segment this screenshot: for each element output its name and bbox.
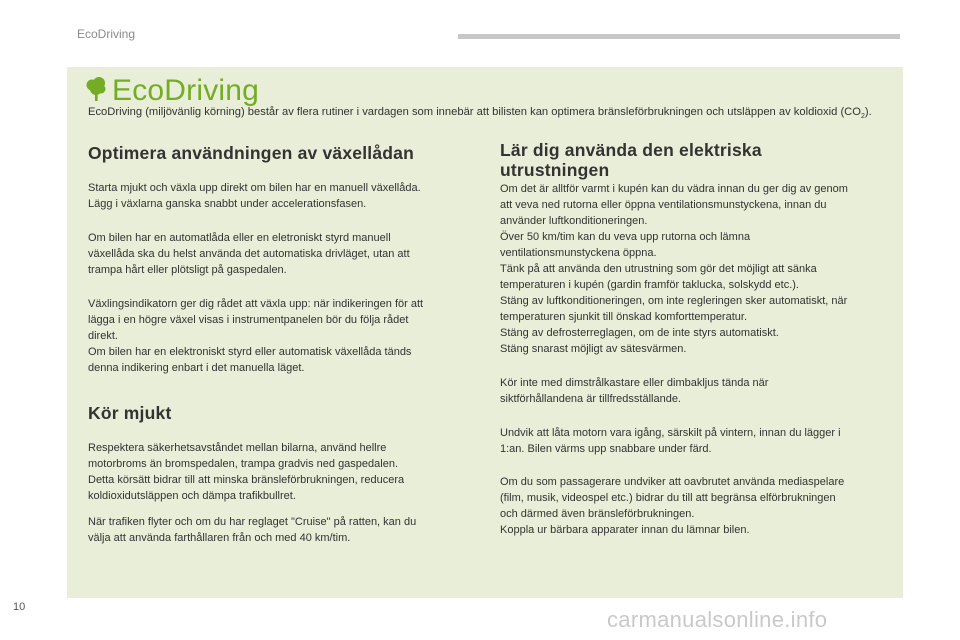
page-number: 10 — [13, 601, 26, 613]
intro-paragraph — [88, 104, 888, 125]
intro-text-end: ). — [864, 106, 872, 118]
gearbox-paragraph-3: Växlingsindikatorn ger dig rådet att växla upp: när indikeringen för att lägga i en högre växel visas i instrumentpanelen bör du följa rådet direkt. Om bilen har en elektroniskt styrd eller automatisk växellåda tänds denna indikering enbart i det manuella läget. — [88, 298, 424, 374]
heading-electrical-line-1: Lär dig använda den elektriska — [500, 140, 762, 160]
running-header: EcoDriving — [77, 27, 136, 41]
electrical-paragraph-4: Om du som passagerare undviker att oavbrutet använda mediaspelare (film, musik, videospel etc.) bidrar du till att begränsa elförbrukningen och därmed även bränsleförbrukningen. Koppla ur bärbara apparater innan du lämnar bilen. — [500, 476, 845, 536]
electrical-paragraph-1: Om det är alltför varmt i kupén kan du vädra innan du ger dig av genom att veva ned rutorna eller öppna ventilationsmunstyckena, innan du använder luftkonditioneringen. Över 50 km/tim kan du veva upp rutorna och lämna ventilationsmunstyckena öppna. Tänk på att använda den utrustning som gör det möjligt att sänka temperaturen i kupén (gardin framför taklucka, solskydd etc.). Stäng av luftkonditioneringen, om inte regleringen sker automatiskt, när temperaturen sjunkit till önskad komforttemperatur. Stäng av defrosterreglagen, om de inte styrs automatiskt. Stäng snarast möjligt av sätesvärmen. — [500, 183, 848, 355]
intro-text: EcoDriving (miljövänlig körning) består av flera rutiner i vardagen som innebär att bilisten kan optimera bränsleförbrukningen och utsläppen av koldioxid (CO — [88, 106, 861, 118]
tree-icon — [85, 76, 107, 102]
heading-smooth-driving: Kör mjukt — [88, 403, 172, 423]
electrical-paragraph-3: Undvik att låta motorn vara igång, särskilt på vintern, innan du lägger i 1:an. Bilen värms upp snabbare under färd. — [500, 427, 841, 455]
smooth-paragraph-2: När trafiken flyter och om du har reglaget "Cruise" på ratten, kan du välja att använda farthållaren från och med 40 km/tim. — [88, 516, 417, 544]
watermark: carmanualsonline.info — [607, 607, 828, 632]
smooth-paragraph-1: Respektera säkerhetsavståndet mellan bilarna, använd hellre motorbroms än bromspedalen, trampa gradvis ned gaspedalen. Detta körsätt bidrar till att minska bränsleförbrukningen, reducera koldioxidutsläppen och dämpa trafikbullret. — [88, 442, 405, 502]
header-rule — [458, 34, 900, 39]
electrical-paragraph-2: Kör inte med dimstrålkastare eller dimbakljus tända när siktförhållandena är tillfredsställande. — [500, 377, 769, 405]
gearbox-paragraph-2: Om bilen har en automatlåda eller en eletroniskt styrd manuell växellåda ska du helst använda det automatiska drivläget, utan att trampa hårt eller plötsligt på gaspedalen. — [88, 232, 410, 276]
heading-electrical-line-2: utrustningen — [500, 160, 610, 180]
gearbox-paragraph-1: Starta mjukt och växla upp direkt om bilen har en manuell växellåda. Lägg i växlarna ganska snabbt under accelerationsfasen. — [88, 182, 421, 210]
co2-subscript: 2 — [860, 113, 865, 121]
section-title: EcoDriving — [112, 74, 260, 107]
heading-gearbox: Optimera användningen av växellådan — [88, 143, 414, 163]
